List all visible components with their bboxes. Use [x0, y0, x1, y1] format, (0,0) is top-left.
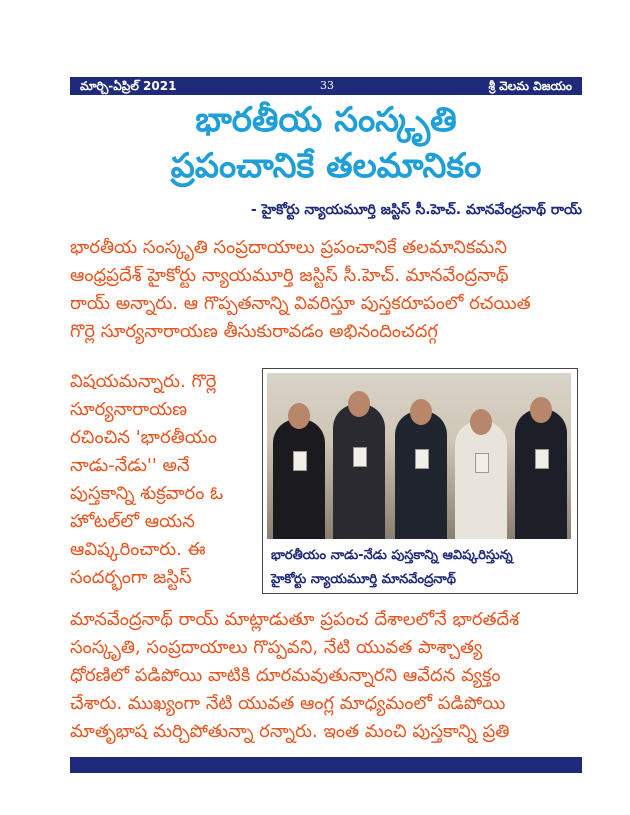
column-line: హోటల్‌లో ఆయన [70, 511, 195, 532]
photo-caption-line-1: భారతీయం నాడు-నేడు పుస్తకాన్ని ఆవిష్కరిస్తున్న [271, 548, 513, 563]
intro-line: రాయ్ అన్నారు. ఆ గొప్పతనాన్ని వివరిస్తూ పుస్తకరూపంలో రచయిత [70, 293, 531, 314]
outro-line: ధోరణిలో పడిపోయి వాటికి దూరమవుతున్నారని ఆవేదన వ్యక్తం [70, 665, 501, 686]
person-head [410, 399, 432, 425]
page-number: 33 [320, 79, 334, 92]
article-title-line-1: భారతీయ సంస్కృతి [195, 100, 457, 140]
person-figure [273, 419, 325, 539]
book-icon [415, 449, 429, 469]
intro-line: ఆంధ్రప్రదేశ్ హైకోర్టు న్యాయమూర్తి జస్టిస్ సీ.హెచ్. మానవేంద్రనాథ్ [70, 265, 509, 286]
book-icon [293, 451, 307, 471]
person-figure [395, 411, 447, 539]
footer-bar [70, 757, 582, 773]
person-head [288, 403, 310, 429]
person-head [470, 409, 492, 435]
column-line: సందర్భంగా జస్టిస్ [70, 567, 192, 588]
outro-line: మానవేంద్రనాథ్ రాయ్ మాట్లాడుతూ ప్రపంచ దేశాలలోనే భారతదేశ [70, 609, 520, 630]
outro-line: సంస్కృతి, సంప్రదాయాలు గొప్పవని, నేటి యువత పాశ్చాత్య [70, 637, 483, 658]
book-icon [353, 447, 367, 467]
intro-line: భారతీయ సంస్కృతి సంప్రదాయాలు ప్రపంచానికే తలమానికమని [70, 237, 507, 258]
book-launch-photo [267, 373, 571, 539]
article-byline: - హైకోర్టు న్యాయమూర్తి జస్టిస్ సీ.హెచ్. మానవేంద్రనాథ్ రాయ్ [250, 202, 582, 218]
photo-caption-line-2: హైకోర్టు న్యాయమూర్తి మానవేంద్రనాథ్ [271, 572, 456, 587]
photo-frame [262, 368, 578, 594]
intro-line: గొర్లె సూర్యనారాయణ తీసుకురావడం అభినందించదగ్గ [70, 321, 438, 342]
header-bar [70, 77, 582, 95]
column-line: సూర్యనారాయణ [70, 399, 188, 420]
column-line: రచించిన 'భారతీయం [70, 427, 218, 448]
outro-line: మాతృభాష మర్చిపోతున్నా రన్నారు. ఇంత మంచి పుస్తకాన్ని ప్రతి [70, 721, 510, 742]
outro-line: చేశారు. ముఖ్యంగా నేటి యువత ఆంగ్ల మాధ్యమంలో పడిపోయి [70, 693, 506, 714]
article-title-line-2: ప్రపంచానికే తలమానికం [170, 146, 482, 186]
column-line: ఆవిష్కరించారు. ఈ [70, 539, 206, 560]
magazine-name: శ్రీ వెలమ విజయం [488, 79, 572, 93]
column-line: నాడు-నేడు'' అనే [70, 455, 190, 476]
person-figure [515, 409, 567, 539]
person-figure [455, 421, 507, 539]
book-icon [535, 449, 549, 469]
issue-date: మార్చి-ఏప్రిల్ 2021 [80, 79, 177, 93]
column-line: పుస్తకాన్ని శుక్రవారం ఓ [70, 483, 224, 504]
person-head [348, 391, 370, 417]
person-head [530, 397, 552, 423]
column-line: విషయమన్నారు. గొర్లె [70, 371, 217, 392]
person-figure [333, 404, 385, 539]
book-icon [475, 453, 489, 473]
